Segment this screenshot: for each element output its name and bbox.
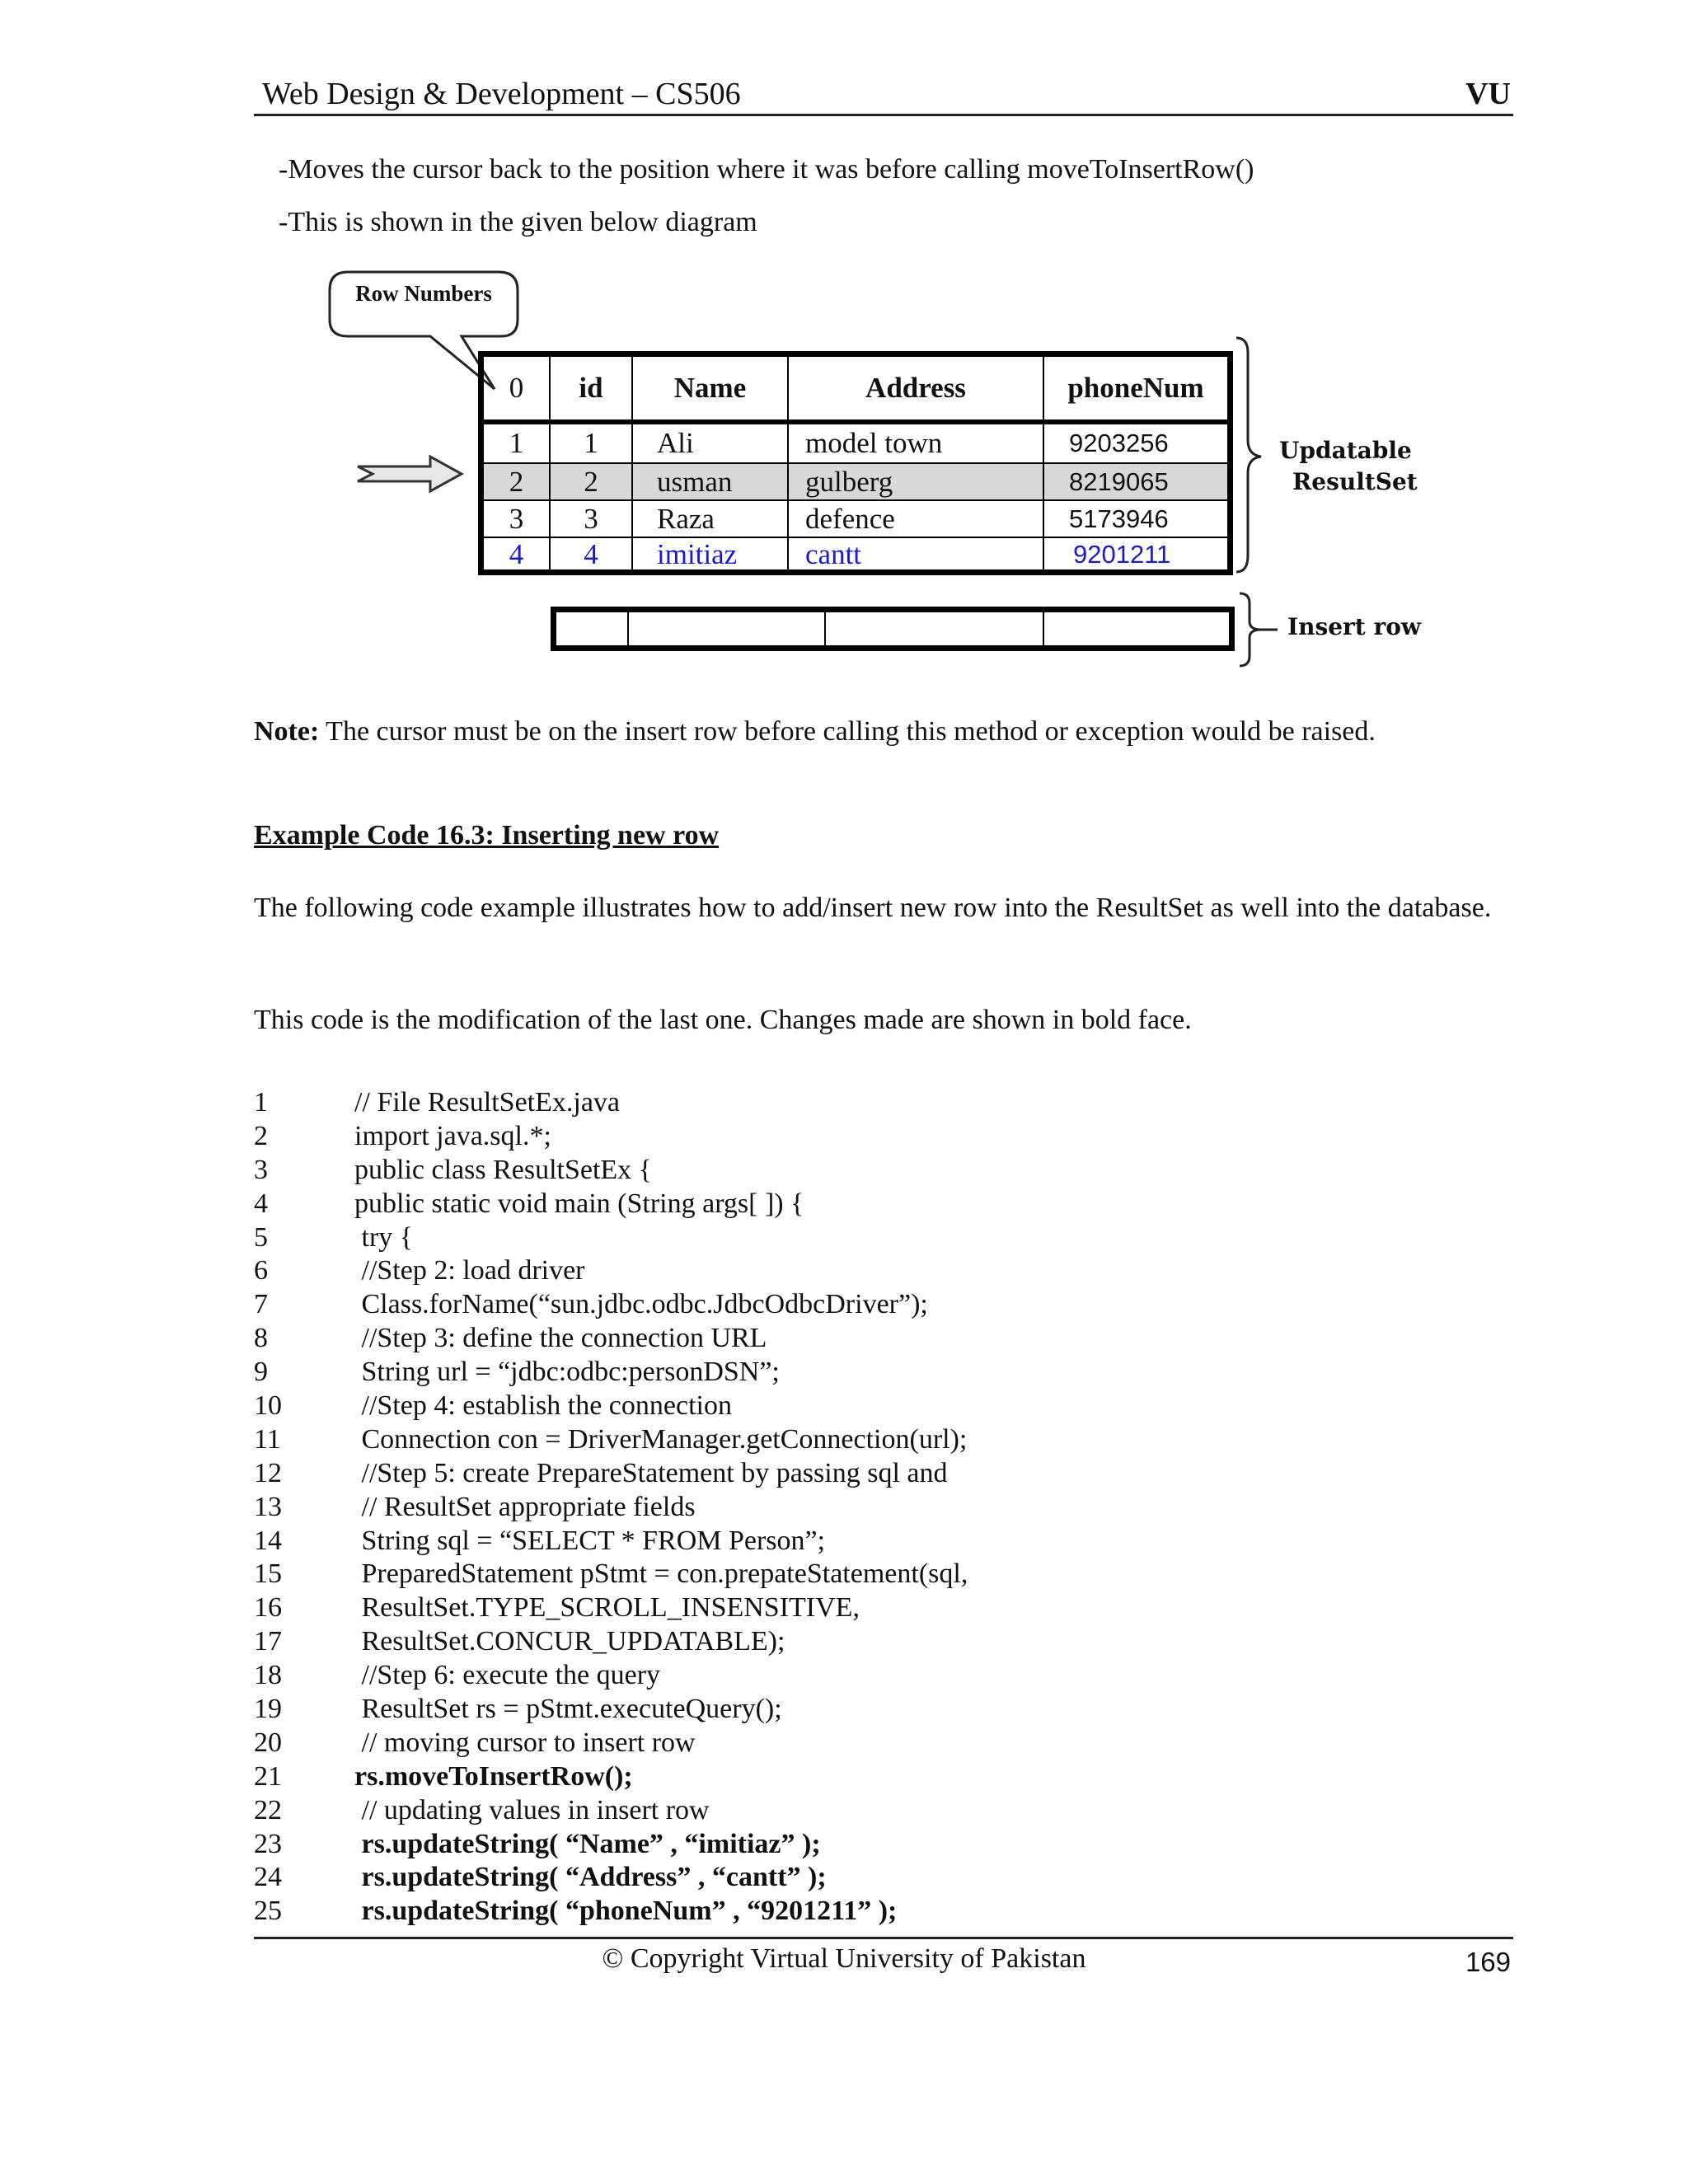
- code-text: Connection con = DriverManager.getConnection(url);: [354, 1423, 968, 1455]
- intro-line-2: -This is shown in the given below diagram: [279, 207, 757, 237]
- row-name: Raza: [657, 502, 715, 535]
- code-listing: [254, 1086, 1325, 1929]
- code-text: String sql = “SELECT * FROM Person”;: [354, 1525, 826, 1556]
- line-number: 6: [254, 1255, 268, 1286]
- code-text: rs.updateString( “Address” , “cantt” );: [354, 1862, 827, 1893]
- col-header-address: Address: [865, 372, 966, 404]
- updatable-table: [478, 351, 1233, 575]
- code-text: //Step 3: define the connection URL: [354, 1323, 767, 1354]
- footer-rule: [254, 1937, 1513, 1939]
- row-num: 2: [509, 465, 524, 498]
- code-line: [254, 1457, 1325, 1491]
- line-number: 5: [254, 1221, 268, 1253]
- line-number: 22: [254, 1794, 282, 1825]
- header-rule: [254, 114, 1513, 116]
- note-paragraph: [254, 712, 1376, 751]
- row-phone: 9201211: [1073, 540, 1171, 569]
- line-number: 14: [254, 1525, 282, 1556]
- line-number: 21: [254, 1760, 282, 1792]
- header-title: Web Design & Development – CS506: [262, 77, 741, 111]
- code-text: rs.updateString( “phoneNum” , “9201211” );: [354, 1896, 898, 1927]
- code-line: [254, 1120, 1325, 1154]
- intro-line-1: -Moves the cursor back to the position where it was before calling moveToInsertRow(): [279, 154, 1254, 185]
- code-line: [254, 1727, 1325, 1760]
- code-line: [254, 1188, 1325, 1221]
- line-number: 20: [254, 1727, 282, 1758]
- code-text: public static void main (String args[ ]) {: [354, 1188, 804, 1219]
- code-line: [254, 1423, 1325, 1457]
- line-number: 24: [254, 1862, 282, 1893]
- code-line: [254, 1861, 1325, 1895]
- line-number: 23: [254, 1828, 282, 1859]
- code-text: try {: [354, 1221, 414, 1253]
- code-text: //Step 4: establish the connection: [354, 1390, 732, 1422]
- code-text: ResultSet rs = pStmt.executeQuery();: [354, 1694, 782, 1725]
- line-number: 17: [254, 1626, 282, 1657]
- description-paragraph-2: This code is the modification of the last one. Changes made are shown in bold face.: [254, 1005, 1192, 1035]
- row-name: imitiaz: [657, 538, 738, 570]
- updatable-label-1: Updatable: [1279, 437, 1412, 464]
- code-text: // updating values in insert row: [354, 1794, 710, 1825]
- insert-brace-icon: [1236, 590, 1286, 673]
- line-number: 10: [254, 1390, 282, 1422]
- row-num: 1: [509, 427, 524, 459]
- note-label: Note:: [254, 716, 320, 747]
- code-text: // File ResultSetEx.java: [354, 1087, 621, 1118]
- code-line: [254, 1288, 1325, 1322]
- code-text: // moving cursor to insert row: [354, 1727, 696, 1758]
- header-vu: VU: [1465, 77, 1511, 111]
- code-text: PreparedStatement pStmt = con.prepateStatement(sql,: [354, 1558, 968, 1590]
- code-text: rs.moveToInsertRow();: [354, 1760, 633, 1792]
- code-text: String url = “jdbc:odbc:personDSN”;: [354, 1357, 780, 1388]
- line-number: 4: [254, 1188, 268, 1219]
- line-number: 25: [254, 1896, 282, 1927]
- col-header-name: Name: [673, 372, 747, 404]
- row-address: cantt: [805, 538, 862, 570]
- code-line: [254, 1895, 1325, 1929]
- row-address: defence: [805, 502, 895, 535]
- line-number: 18: [254, 1660, 282, 1691]
- row-id: 3: [584, 502, 598, 535]
- row-name: Ali: [657, 427, 694, 459]
- row-num: 3: [509, 502, 524, 535]
- line-number: 15: [254, 1558, 282, 1590]
- code-line: [254, 1221, 1325, 1255]
- code-text: import java.sql.*;: [354, 1120, 551, 1151]
- line-number: 12: [254, 1457, 282, 1488]
- row-phone: 5173946: [1069, 504, 1169, 533]
- code-line: [254, 1254, 1325, 1288]
- line-number: 19: [254, 1694, 282, 1725]
- row-address: model town: [805, 427, 943, 459]
- line-number: 7: [254, 1289, 268, 1320]
- code-text: //Step 5: create PrepareStatement by passing sql and: [354, 1457, 948, 1488]
- footer-copyright: © Copyright Virtual University of Pakistan: [602, 1943, 1086, 1974]
- code-text: rs.updateString( “Name” , “imitiaz” );: [354, 1828, 821, 1859]
- insert-row-box: [551, 607, 1235, 651]
- line-number: 1: [254, 1087, 268, 1118]
- row-address: gulberg: [805, 465, 893, 498]
- line-number: 11: [254, 1423, 281, 1455]
- code-line: [254, 1322, 1325, 1356]
- code-line: [254, 1491, 1325, 1525]
- col-header-phonenum: phoneNum: [1067, 372, 1204, 404]
- code-line: [254, 1086, 1325, 1120]
- code-line: [254, 1760, 1325, 1794]
- col-header-id: id: [579, 372, 603, 404]
- code-text: public class ResultSetEx {: [354, 1154, 653, 1185]
- code-line: [254, 1591, 1325, 1625]
- code-line: [254, 1659, 1325, 1693]
- page-number: 169: [1465, 1947, 1511, 1977]
- row-name: usman: [657, 465, 733, 498]
- code-line: [254, 1356, 1325, 1390]
- code-line: [254, 1693, 1325, 1727]
- cursor-arrow-icon: [354, 453, 470, 494]
- resultset-diagram: [247, 264, 1451, 676]
- row-phone: 9203256: [1069, 429, 1169, 457]
- code-line: [254, 1558, 1325, 1591]
- description-paragraph-1: The following code example illustrates how to add/insert new row into the ResultSet as well into the database.: [254, 893, 1492, 923]
- line-number: 13: [254, 1491, 282, 1522]
- insert-row-label: Insert row: [1287, 613, 1421, 640]
- line-number: 8: [254, 1323, 268, 1354]
- row-id: 1: [584, 427, 598, 459]
- line-number: 2: [254, 1120, 268, 1151]
- code-text: // ResultSet appropriate fields: [354, 1491, 696, 1522]
- code-text: //Step 2: load driver: [354, 1255, 585, 1286]
- code-line: [254, 1525, 1325, 1558]
- code-text: Class.forName(“sun.jdbc.odbc.JdbcOdbcDriver”);: [354, 1289, 928, 1320]
- code-text: ResultSet.TYPE_SCROLL_INSENSITIVE,: [354, 1592, 860, 1624]
- line-number: 16: [254, 1592, 282, 1624]
- code-text: ResultSet.CONCUR_UPDATABLE);: [354, 1626, 785, 1657]
- row-id: 4: [584, 538, 598, 570]
- note-text: The cursor must be on the insert row before calling this method or exception would be raised.: [319, 716, 1376, 747]
- code-text: //Step 6: execute the query: [354, 1660, 661, 1691]
- code-line: [254, 1794, 1325, 1828]
- updatable-brace-icon: [1233, 333, 1266, 580]
- row-id: 2: [584, 465, 598, 498]
- updatable-label-2: ResultSet: [1292, 468, 1418, 495]
- row-phone: 8219065: [1069, 466, 1169, 496]
- row-num: 4: [509, 538, 524, 570]
- code-line: [254, 1625, 1325, 1659]
- line-number: 9: [254, 1357, 268, 1388]
- callout-text: Row Numbers: [355, 281, 492, 306]
- code-line: [254, 1154, 1325, 1188]
- col-header-0: 0: [509, 372, 524, 404]
- code-line: [254, 1828, 1325, 1862]
- code-line: [254, 1390, 1325, 1423]
- example-heading: Example Code 16.3: Inserting new row: [254, 820, 720, 851]
- line-number: 3: [254, 1154, 268, 1185]
